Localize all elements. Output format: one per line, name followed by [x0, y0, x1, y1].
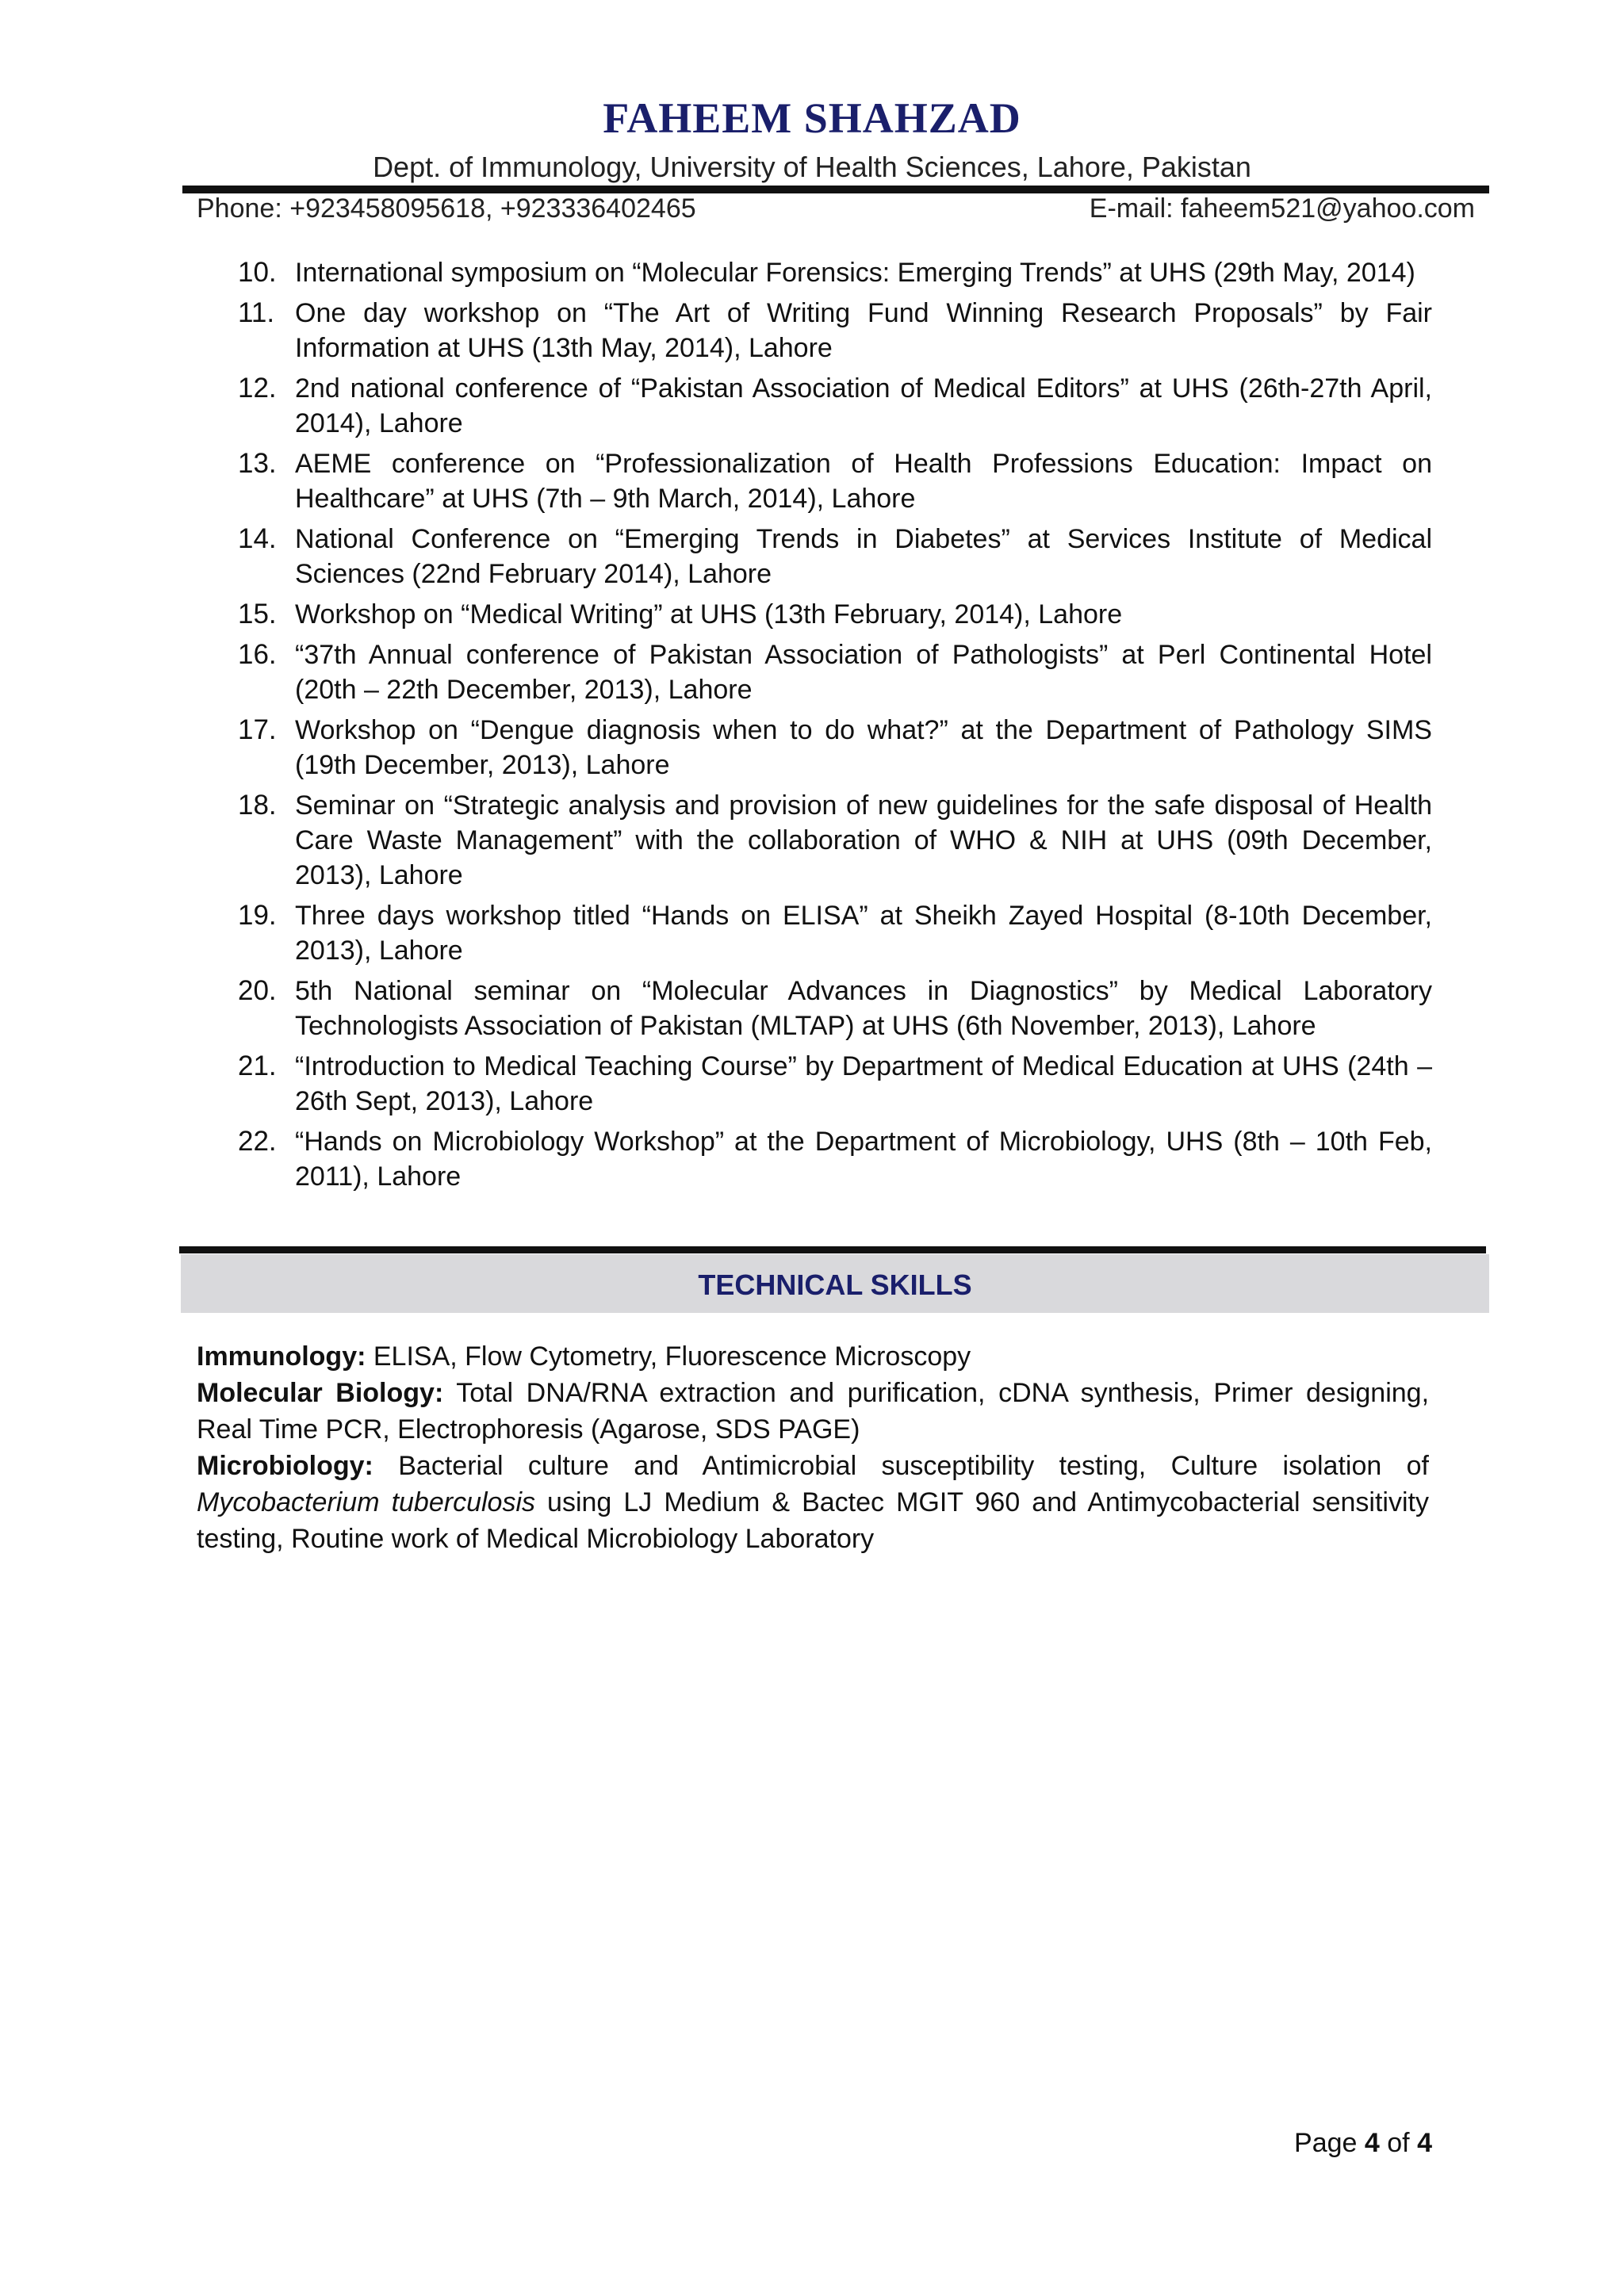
technical-skills	[197, 1338, 1429, 1557]
list-item	[238, 296, 1432, 365]
skill-text: Total DNA/RNA extraction and purification, cDNA synthesis, Primer designing, Real Time PCR, Electrophoresis (Agarose, SDS PAGE)	[197, 1378, 1430, 1445]
skill-molecular-biology	[197, 1375, 1429, 1448]
page-number	[1294, 2128, 1432, 2159]
item-number: 11.	[238, 297, 275, 328]
header-rule	[182, 186, 1489, 193]
list-item	[238, 898, 1432, 968]
item-text: Three days workshop titled “Hands on ELISA” at Sheikh Zayed Hospital (8-10th December, 2013), Lahore	[295, 901, 1432, 966]
item-number: 16.	[238, 639, 277, 670]
item-text: AEME conference on “Professionalization of Health Professions Education: Impact on Healthcare” at UHS (7th – 9th March, 2014), Lahore	[295, 449, 1432, 514]
item-number: 22.	[238, 1126, 277, 1157]
item-number: 17.	[238, 714, 277, 745]
section-rule	[179, 1246, 1486, 1253]
skill-microbiology	[197, 1448, 1429, 1557]
item-number: 10.	[238, 257, 277, 288]
page-prefix: Page	[1294, 2128, 1365, 2158]
list-item	[238, 788, 1432, 893]
item-text: 5th National seminar on “Molecular Advances in Diagnostics” by Medical Laboratory Technologists Association of Pakistan (MLTAP) at UHS (6th November, 2013), Lahore	[295, 976, 1432, 1041]
list-item	[238, 255, 1432, 290]
list-item	[238, 371, 1432, 441]
item-number: 12.	[238, 373, 277, 404]
department-line: Dept. of Immunology, University of Health Sciences, Lahore, Pakistan	[373, 151, 1251, 183]
page-current: 4	[1364, 2128, 1380, 2158]
item-number: 18.	[238, 790, 277, 821]
list-item	[238, 713, 1432, 783]
list-item	[238, 522, 1432, 591]
skill-text: Bacterial culture and Antimicrobial susceptibility testing, Culture isolation of	[373, 1451, 1429, 1481]
item-number: 13.	[238, 448, 277, 479]
skill-text: using LJ Medium & Bactec MGIT 960 and Antimycobacterial sensitivity testing, Routine work of Medical Microbiology Laboratory	[197, 1487, 1429, 1554]
item-number: 21.	[238, 1050, 277, 1081]
list-item	[238, 597, 1432, 632]
item-number: 14.	[238, 523, 277, 554]
list-item	[238, 637, 1432, 707]
phone-numbers: Phone: +923458095618, +923336402465	[197, 193, 696, 224]
item-number: 19.	[238, 900, 277, 931]
item-text: Workshop on “Dengue diagnosis when to do what?” at the Department of Pathology SIMS (19th December, 2013), Lahore	[295, 715, 1432, 780]
item-text: 2nd national conference of “Pakistan Association of Medical Editors” at UHS (26th-27th April, 2014), Lahore	[295, 373, 1432, 438]
item-number: 20.	[238, 975, 277, 1006]
person-name: FAHEEM SHAHZAD	[603, 94, 1021, 142]
page-total: 4	[1417, 2128, 1432, 2158]
list-item	[238, 974, 1432, 1043]
skill-text: ELISA, Flow Cytometry, Fluorescence Microscopy	[366, 1341, 971, 1372]
list-item	[238, 1124, 1432, 1194]
item-text: National Conference on “Emerging Trends in Diabetes” at Services Institute of Medical Sciences (22nd February 2014), Lahore	[295, 524, 1432, 589]
item-text: Seminar on “Strategic analysis and provision of new guidelines for the safe disposal of Health Care Waste Management” with the collaboration of WHO & NIH at UHS (09th December, 2013), Lahore	[295, 790, 1432, 890]
page-of: of	[1379, 2128, 1418, 2158]
item-text: “Hands on Microbiology Workshop” at the Department of Microbiology, UHS (8th – 10th Feb, 2011), Lahore	[295, 1127, 1432, 1192]
item-text: “Introduction to Medical Teaching Course” by Department of Medical Education at UHS (24th – 26th Sept, 2013), Lahore	[295, 1051, 1432, 1116]
item-text: International symposium on “Molecular Forensics: Emerging Trends” at UHS (29th May, 2014)	[295, 258, 1415, 288]
organism-name: Mycobacterium tuberculosis	[197, 1487, 535, 1517]
email-address: E-mail: faheem521@yahoo.com	[1089, 193, 1475, 224]
section-title: TECHNICAL SKILLS	[698, 1269, 972, 1301]
item-text: One day workshop on “The Art of Writing Fund Winning Research Proposals” by Fair Information at UHS (13th May, 2014), Lahore	[295, 298, 1432, 363]
item-number: 15.	[238, 599, 277, 629]
item-text: “37th Annual conference of Pakistan Association of Pathologists” at Perl Continental Hotel (20th – 22th December, 2013), Lahore	[295, 640, 1432, 705]
events-list	[238, 255, 1432, 1200]
list-item	[238, 446, 1432, 516]
skill-immunology	[197, 1338, 1429, 1375]
list-item	[238, 1049, 1432, 1119]
skill-label: Immunology:	[197, 1341, 366, 1372]
item-text: Workshop on “Medical Writing” at UHS (13th February, 2014), Lahore	[295, 599, 1123, 629]
skill-label: Molecular Biology:	[197, 1378, 444, 1408]
skill-label: Microbiology:	[197, 1451, 373, 1481]
